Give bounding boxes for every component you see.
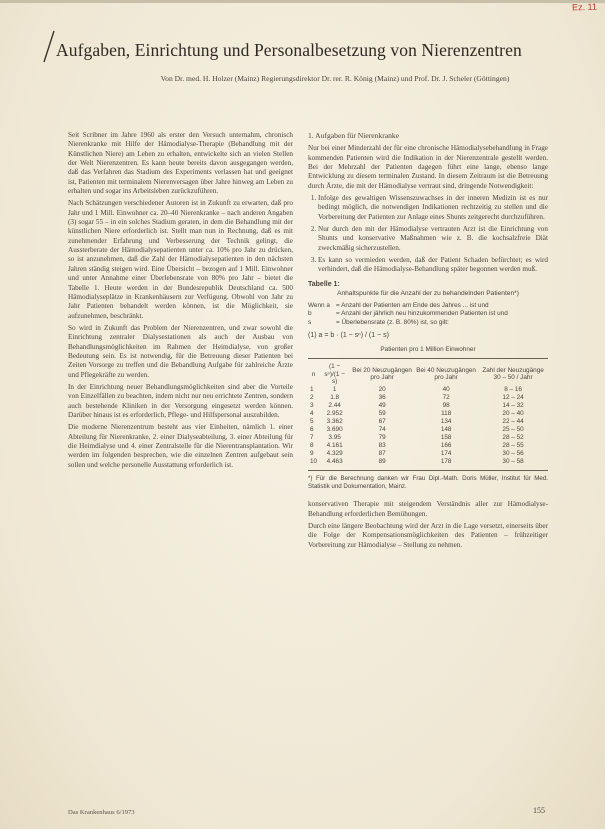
table-cell: 2 (310, 393, 314, 401)
table-cell: 1 (310, 385, 314, 393)
table-row (308, 402, 548, 410)
table-cell: 4.329 (326, 449, 343, 457)
table-header-row (308, 363, 548, 386)
table-cell: 79 (378, 433, 386, 441)
table-cell: 9 (310, 449, 314, 457)
legend-row (308, 319, 548, 327)
table-cell: 59 (378, 409, 386, 417)
paragraph: Nach Schätzungen verschiedener Autoren ist in Zukunft zu erwarten, daß pro Jahr und 1 Mill. Einwohner ca. 20–40 Nierenkranke – nach anderen Angaben (3) sogar 55 – in ein solches Stadium geraten, in dem die Behandlung mit der künstlichen Niere erforderlich ist. Stellt man nun in Rechnung, daß es mit zunehmender Erfahrung und Verbesserung der Technik gelingt, die Aussterberate der Hämodialysepatienten unter ca. 10% pro Jahr zu drücken, so ist anzunehmen, daß die Zahl der Hämodialysepatienten in den nächsten Jahren ständig steigen wird. Eine Übersicht – bezogen auf 1 Mill. Einwohner und unter Annahme einer Überlebensrate von 80% pro Jahr – bietet die Tabelle 1. Heute werden in der Bundesrepublik Deutschland ca. 500 Hämodialyseplätze in Krankenhäusern zur Verfügung. Obwohl von Jahr zu Jahr Patienten behandelt werden können, ist die Möglichkeit, sie aufzunehmen, beschränkt. (68, 199, 293, 320)
legend-key: b (308, 310, 312, 318)
legend-text: = Überlebensrate (z. B. 80%) ist, so gilt: (336, 318, 449, 326)
column-header: n (311, 370, 316, 378)
table-cell: 30 – 58 (502, 457, 524, 465)
table-cell: 40 (442, 385, 450, 393)
table-cell: 36 (378, 393, 386, 401)
table-row (308, 450, 548, 458)
page-number: 155 (533, 806, 545, 815)
table-cell: 20 – 40 (502, 409, 524, 417)
table-row (308, 394, 548, 402)
paragraph: In der Einrichtung neuer Behandlungsmöglichkeiten sind aber die Vorteile von Einzelfällen zu beachten, indem nicht nur neu errichtete Zentren, sondern auch bestehende Kliniken in der Versorgung eingesetzt werden können. Darüber hinaus ist es erforderlich, Pflege- und Hilfspersonal auszubilden. (68, 382, 293, 419)
list-item: 3. Es kann so vermieden werden, daß der Patient Schaden befürchtet; es wird verhindert, daß die Hämodialyse-Behandlung später begonnen werden muß. (318, 256, 548, 275)
table-title: Tabelle 1: (308, 280, 340, 288)
table-row (308, 458, 548, 466)
paragraph: So wird in Zukunft das Problem der Nierenzentren, und zwar sowohl die Einrichtung zentraler Dialysestationen als auch der Ausbau von Behandlungsmöglichkeiten im Rahmen der Heimdialyse, von großer Bedeutung sein. Es ist notwendig, für die Betreuung dieser Patienten bei Zeiten Vorsorge zu treffen und die Behandlung Aufgabe für zahlreiche Ärzte und Pflegekräfte zu werden. (68, 323, 293, 379)
numbered-list (308, 194, 548, 275)
journal-footer: Das Krankenhaus 6/1973 (68, 809, 135, 816)
article-title: Aufgaben, Einrichtung und Personalbesetzung von Nierenzentren (56, 40, 522, 60)
table-cell: 72 (442, 393, 450, 401)
table-cell: 74 (378, 425, 386, 433)
table-cell: 6 (310, 425, 314, 433)
article-authors: Von Dr. med. H. Holzer (Mainz) Regierungsdirektor Dr. rer. R. König (Mainz) und Prof. Dr. J. Scheler (Göttingen) (160, 74, 510, 83)
paragraph: konservativen Therapie mit steigendem Verständnis aller zur Hämodialyse-Behandlung erforderlichen Bemühungen. (308, 500, 548, 518)
table-cell: 2.952 (326, 409, 343, 417)
table-1 (308, 281, 548, 491)
divider (308, 358, 548, 359)
table-row (308, 426, 548, 434)
data-table (308, 363, 548, 466)
table-row (308, 410, 548, 418)
table-cell: 89 (378, 457, 386, 465)
table-row (308, 386, 548, 394)
legend-text: = Anzahl der jährlich neu hinzukommenden Patienten ist und (336, 310, 508, 318)
table-cell: 28 – 55 (502, 441, 524, 449)
table-cell: 28 – 52 (502, 433, 524, 441)
table-cell: 1.8 (330, 393, 340, 401)
paragraph: Durch eine längere Beobachtung wird der Arzt in die Lage versetzt, einerseits über die Folge der Kompensationsmöglichkeiten des Patienten – frühzeitiger Vorbereitung zur Hämodialyse – Stellung zu nehmen. (308, 522, 548, 549)
divider (308, 470, 548, 471)
scan-edge (0, 0, 605, 3)
table-subhead: Patienten pro 1 Million Einwohner (380, 346, 476, 354)
table-row (308, 434, 548, 442)
table-cell: 3 (310, 401, 314, 409)
table-row (308, 442, 548, 450)
table-cell: 30 – 56 (502, 449, 524, 457)
table-cell: 178 (440, 457, 452, 465)
table-footnote: *) Für die Berechnung danken wir Frau Dipl.-Math. Doris Müller, Institut für Med. Statistik und Dokumentation, Mainz. (308, 474, 548, 490)
table-cell: 118 (441, 409, 452, 417)
table-cell: 3.362 (326, 417, 343, 425)
table-cell: 25 – 50 (502, 425, 524, 433)
table-cell: 67 (378, 417, 386, 425)
legend-row (308, 302, 548, 310)
table-subtitle: Anhaltspunkte für die Anzahl der zu behandelnden Patienten*) (337, 290, 519, 298)
table-cell: 98 (442, 401, 450, 409)
table-cell: 8 – 16 (504, 385, 522, 393)
column-header: (1 − sⁿ)/(1 − s) (324, 363, 345, 386)
column-header: Zahl der Neuzugänge 30 – 50 / Jahr (482, 366, 544, 382)
table-cell: 2.44 (328, 401, 341, 409)
section-heading: 1. Aufgaben für Nierenkranke (308, 131, 400, 140)
table-cell: 49 (378, 401, 386, 409)
table-cell: 3.690 (326, 425, 343, 433)
paragraph: Seit Scribner im Jahre 1960 als erster den Versuch unternahm, chronisch Nierenkranke mit Hilfe der Hämodialyse-Therapie (Behandlung mit der Künstlichen Niere) am Leben zu erhalten, entwickelte sich an vielen Stellen der Welt Nierenzentren. Es kann heute bereits davon ausgegangen werden, daß das Verfahren das Stadium des Experiments verlassen hat und geeignet ist, Patienten mit terminalem Nierenversagen über Jahre hinweg am Leben zu erhalten und sogar ins Arbeitsleben zurückzuführen. (68, 131, 293, 196)
legend-key: Wenn a (308, 302, 330, 310)
table-cell: 3.95 (328, 433, 341, 441)
table-cell: 158 (440, 433, 452, 441)
paragraph: Nur bei einer Minderzahl der für eine chronische Hämodialysebehandlung in Frage kommenden Patienten wird die Indikation in der Nierenzentrale gestellt werden. Bei der Mehrzahl der Patienten dagegen führt eine lange, ebenso lange Entwicklung zu diesem terminalen Zustand. In diesem Zeitraum ist die Betreuung durch Ärzte, die mit der Hämodialyse vertraut sind, dringende Notwendigkeit: (308, 144, 548, 190)
continuation (308, 500, 548, 550)
paragraph: Die moderne Nierenzentrum besteht aus vier Einheiten, nämlich 1. einer Abteilung für Nierenkranke, 2. einer Dialyseabteilung, 3. einer Abteilung für die Heimdialyse und 4. einer Zentralstelle für die Nierentransplantation. Wir werden im folgenden besprechen, wie die einzelnen Zentren aufgebaut sein sollen und welche personelle Ausstattung erforderlich ist. (68, 423, 293, 469)
list-item: 2. Nur durch den mit der Hämodialyse vertrauten Arzt ist die Einrichtung von Shunts und konservative Maßnahmen wie z. B. die kochsalzfreie Diät zweckmäßig sicherzustellen. (318, 225, 548, 253)
table-cell: 12 – 24 (502, 393, 524, 401)
table-cell: 148 (440, 425, 452, 433)
pen-mark-icon (42, 30, 56, 64)
table-cell: 174 (440, 449, 452, 457)
table-cell: 87 (378, 449, 386, 457)
table-cell: 4 (310, 409, 314, 417)
table-cell: 166 (440, 441, 452, 449)
table-cell: 14 – 32 (502, 401, 524, 409)
table-cell: 20 (378, 385, 386, 393)
table-cell: 7 (310, 433, 314, 441)
table-cell: 8 (310, 441, 314, 449)
table-cell: 1 (332, 385, 337, 393)
table-cell: 5 (310, 417, 314, 425)
table-row (308, 418, 548, 426)
table-cell: 22 – 44 (502, 417, 524, 425)
right-column (308, 131, 548, 553)
legend-key: s (308, 318, 312, 326)
table-cell: 83 (378, 441, 386, 449)
table-cell: 10 (310, 457, 318, 465)
column-header: Bei 40 Neuzugängen pro Jahr (416, 366, 476, 382)
handwritten-stamp: Ez. 11 (571, 1, 598, 13)
legend-row (308, 310, 548, 318)
list-item: 1. Infolge des gewaltigen Wissenszuwachses in der inneren Medizin ist es nur bedingt möglich, die notwendigen Indikationen rechtzeitig zu stellen und die Vorbereitung der Patienten zur Anlage eines Shunts zeitgerecht durchzuführen. (318, 194, 548, 222)
table-cell: 134 (440, 417, 452, 425)
table-cell: 4.463 (326, 457, 343, 465)
left-column (68, 131, 293, 473)
formula: (1) a = b · (1 − sⁿ) / (1 − s) (308, 331, 389, 339)
column-header: Bei 20 Neuzugängen pro Jahr (352, 366, 412, 382)
table-cell: 4.161 (326, 441, 343, 449)
legend-text: = Anzahl der Patienten am Ende des Jahres ... ist und (336, 302, 489, 310)
